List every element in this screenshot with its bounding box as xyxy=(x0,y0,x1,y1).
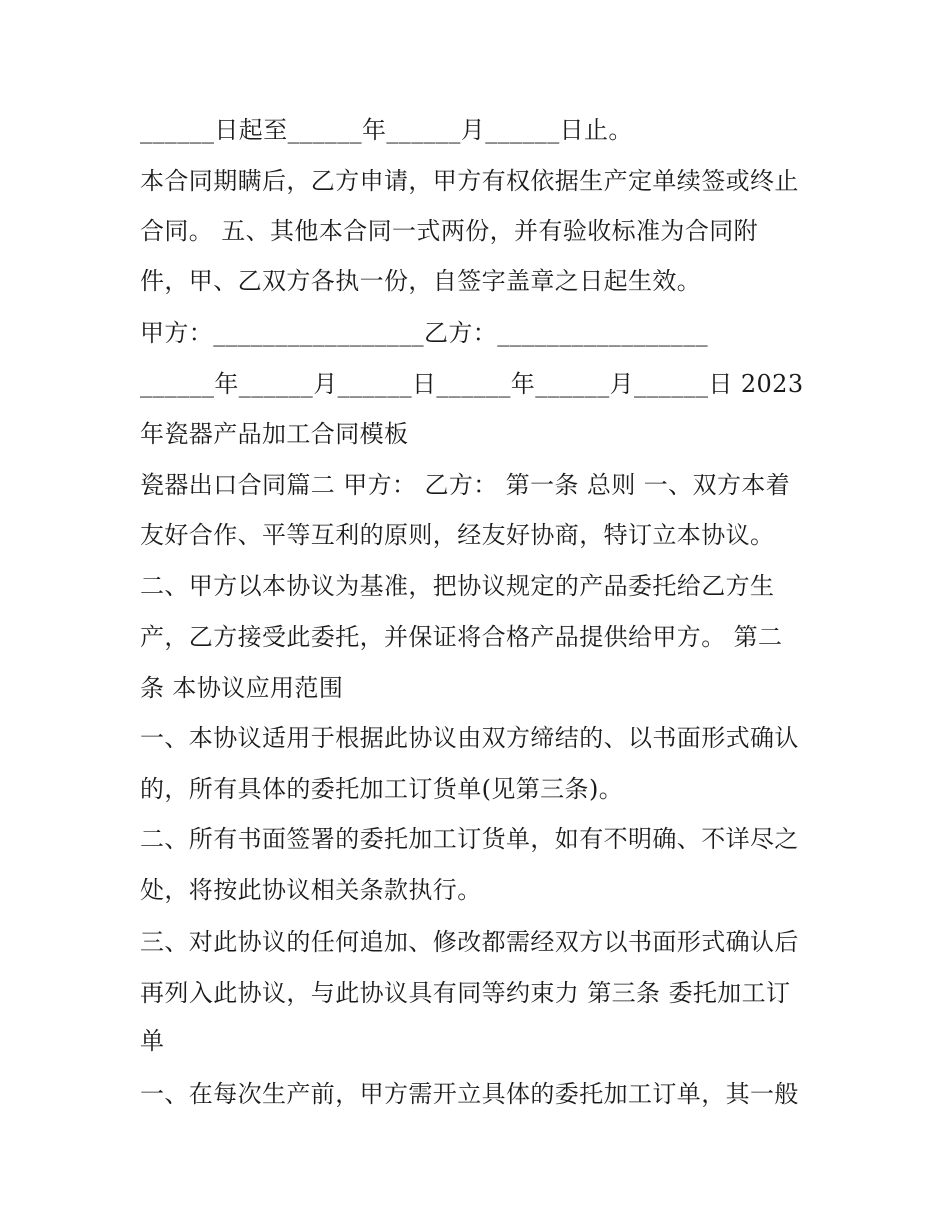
text-line: 三、对此协议的任何追加、修改都需经双方以书面形式确认后 xyxy=(140,928,799,956)
text-line: 条 本协议应用范围 xyxy=(140,674,344,702)
signature-line: 甲方：_________________乙方：_________________ xyxy=(140,319,708,347)
section-title: 年瓷器产品加工合同模板 xyxy=(140,420,409,448)
text-line: 单 xyxy=(140,1027,165,1055)
text-line: 一、本协议适用于根据此协议由双方缔结的、以书面形式确认 xyxy=(140,724,799,752)
text-line: 二、所有书面签署的委托加工订货单，如有不明确、不详尽之 xyxy=(140,825,799,853)
text-line: 产，乙方接受此委托，并保证将合格产品提供给甲方。 第二 xyxy=(140,623,783,651)
text-line: 一、在每次生产前，甲方需开立具体的委托加工订单，其一般 xyxy=(140,1080,799,1108)
text-line: 件，甲、乙双方各执一份，自签字盖章之日起生效。 xyxy=(140,267,702,295)
text-line: 处，将按此协议相关条款执行。 xyxy=(140,876,482,904)
text-line: 瓷器出口合同篇二 甲方： 乙方： 第一条 总则 一、双方本着 xyxy=(140,471,791,499)
text-line: 再列入此协议，与此协议具有同等约束力 第三条 委托加工订 xyxy=(140,979,791,1007)
text-line: 友好合作、平等互利的原则，经友好协商，特订立本协议。 xyxy=(140,521,775,549)
date-line: ______年______月______日______年______月______日 2023 xyxy=(140,370,804,398)
text-line: 的，所有具体的委托加工订货单(见第三条)。 xyxy=(140,775,624,803)
text-line: 二、甲方以本协议为基准，把协议规定的产品委托给乙方生 xyxy=(140,572,775,600)
text-line: 本合同期瞒后，乙方申请，甲方有权依据生产定单续签或终止 xyxy=(140,167,799,195)
text-line: ______日起至______年______月______日止。 xyxy=(140,116,633,144)
text-line: 合同。 五、其他本合同一式两份，并有验收标准为合同附 xyxy=(140,217,759,245)
